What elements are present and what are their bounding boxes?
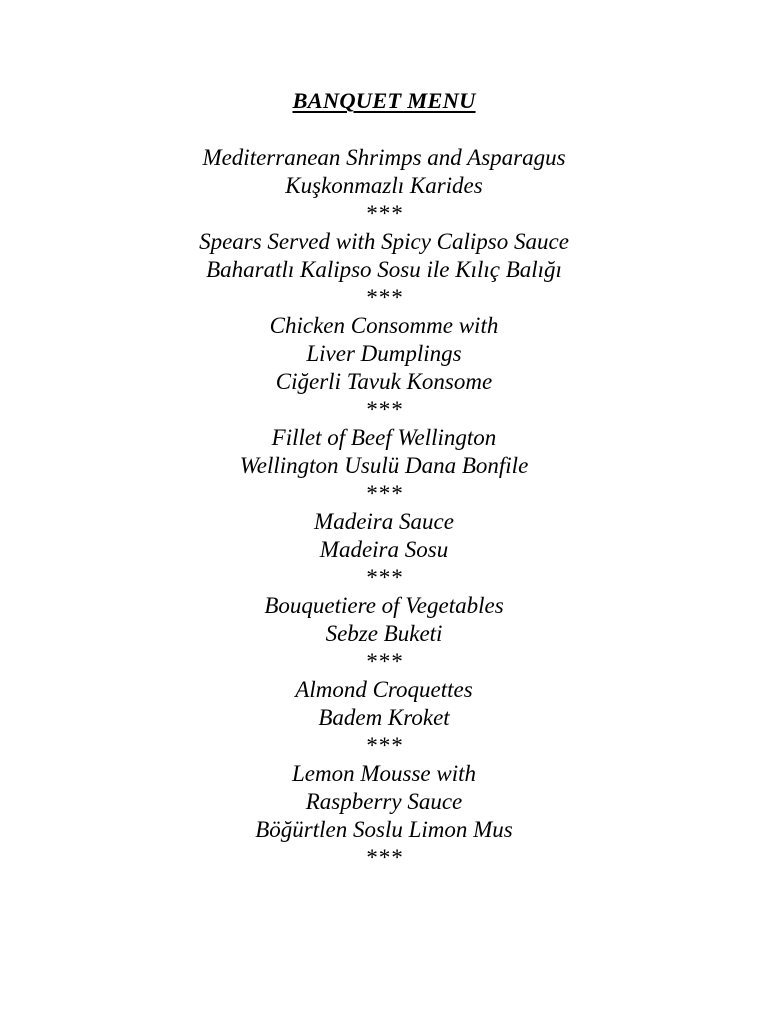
course-separator: *** bbox=[365, 733, 403, 758]
menu-course bbox=[0, 508, 768, 592]
menu-course bbox=[0, 424, 768, 508]
course-name-turkish: Böğürtlen Soslu Limon Mus bbox=[255, 817, 513, 842]
menu-list bbox=[0, 144, 768, 872]
course-separator: *** bbox=[365, 565, 403, 590]
course-name-turkish: Madeira Sosu bbox=[319, 537, 449, 562]
course-separator: *** bbox=[365, 201, 403, 226]
course-name-line: Spears Served with Spicy Calipso Sauce bbox=[199, 229, 569, 254]
menu-course bbox=[0, 228, 768, 312]
menu-course bbox=[0, 760, 768, 872]
course-name-line: Bouquetiere of Vegetables bbox=[264, 593, 504, 618]
course-name-turkish: Wellington Usulü Dana Bonfile bbox=[239, 453, 529, 478]
course-name-line: Lemon Mousse with bbox=[292, 761, 476, 786]
course-name-turkish: Kuşkonmazlı Karides bbox=[285, 173, 483, 198]
course-name-turkish: Baharatlı Kalipso Sosu ile Kılıç Balığı bbox=[206, 257, 562, 282]
course-separator: *** bbox=[365, 481, 403, 506]
course-name-turkish: Ciğerli Tavuk Konsome bbox=[275, 369, 493, 394]
menu-title: BANQUET MENU bbox=[292, 88, 476, 113]
course-name-turkish: Sebze Buketi bbox=[325, 621, 443, 646]
menu-course bbox=[0, 144, 768, 228]
course-name-turkish: Badem Kroket bbox=[318, 705, 450, 730]
course-separator: *** bbox=[365, 649, 403, 674]
course-name-line: Chicken Consomme with bbox=[269, 313, 499, 338]
course-name-line: Almond Croquettes bbox=[295, 677, 473, 702]
course-name-line: Madeira Sauce bbox=[314, 509, 454, 534]
course-separator: *** bbox=[365, 845, 403, 870]
menu-course bbox=[0, 592, 768, 676]
course-name-line: Fillet of Beef Wellington bbox=[271, 425, 497, 450]
menu-course bbox=[0, 676, 768, 760]
course-separator: *** bbox=[365, 397, 403, 422]
course-name-line: Liver Dumplings bbox=[306, 341, 462, 366]
menu-course bbox=[0, 312, 768, 424]
course-separator: *** bbox=[365, 285, 403, 310]
course-name-line: Mediterranean Shrimps and Asparagus bbox=[202, 145, 566, 170]
course-name-line: Raspberry Sauce bbox=[305, 789, 463, 814]
